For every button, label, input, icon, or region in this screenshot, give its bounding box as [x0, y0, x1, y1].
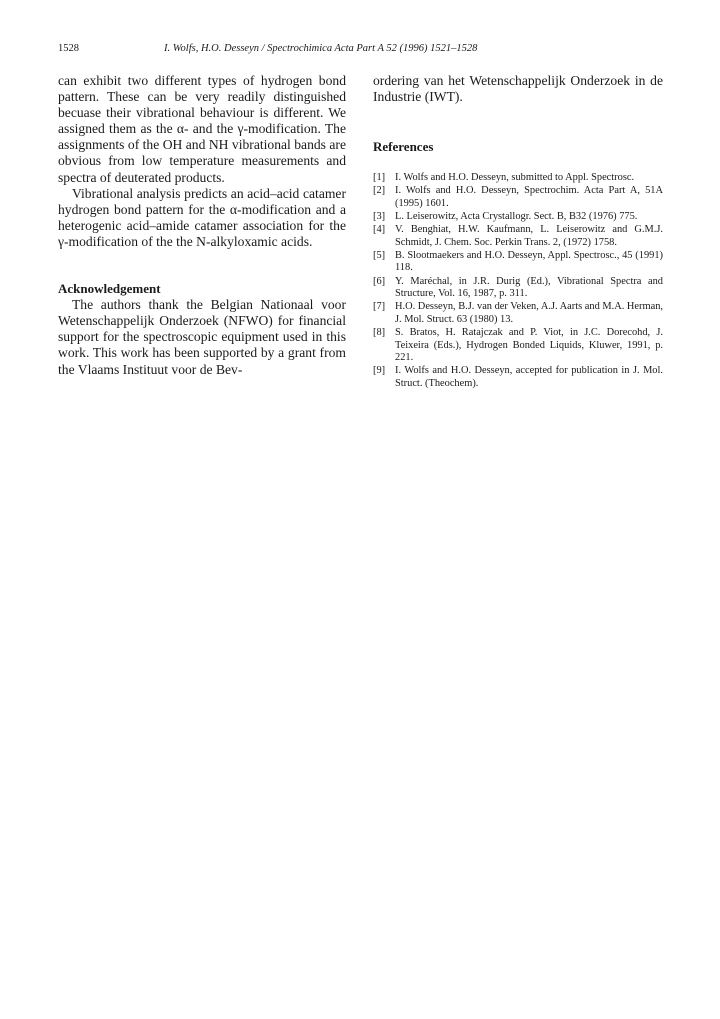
body-paragraph: can exhibit two different types of hydrogen bond pattern. These can be very readily distinguished becuase their vibrational behaviour is different. We assigned them as the α- and the γ-modification. The assignments of the OH and NH vibrational bands are obvious from low temperature measurements and spectra of deuterated products.	[58, 73, 346, 185]
body-paragraph: ordering van het Wetenschappelijk Onderzoek in de Industrie (IWT).	[373, 73, 663, 105]
reference-item	[373, 185, 663, 210]
reference-item	[373, 224, 663, 249]
reference-number: [7]	[373, 301, 386, 313]
reference-item	[373, 365, 663, 390]
reference-number: [3]	[373, 211, 386, 223]
body-paragraph: Vibrational analysis predicts an acid–acid catamer hydrogen bond pattern for the α-modification and a heterogenic acid–amide catamer association for the γ-modification of the the N-alkyloxamic acids.	[58, 185, 346, 249]
running-title: I. Wolfs, H.O. Desseyn / Spectrochimica Acta Part A 52 (1996) 1521–1528	[164, 43, 478, 54]
reference-text: H.O. Desseyn, B.J. van der Veken, A.J. Aarts and M.A. Herman, J. Mol. Struct. 63 (1980) 13.	[395, 301, 663, 325]
section-heading-acknowledgement: Acknowledgement	[58, 281, 161, 297]
reference-number: [5]	[373, 249, 386, 261]
reference-number: [2]	[373, 185, 386, 197]
reference-text: I. Wolfs and H.O. Desseyn, submitted to Appl. Spectrosc.	[395, 172, 635, 184]
reference-number: [9]	[373, 365, 386, 377]
reference-text: I. Wolfs and H.O. Desseyn, Spectrochim. Acta Part A, 51A (1995) 1601.	[395, 185, 663, 209]
reference-item	[373, 211, 663, 224]
reference-text: V. Benghiat, H.W. Kaufmann, L. Leiserowitz and G.M.J. Schmidt, J. Chem. Soc. Perkin Trans. 2, (1972) 1758.	[395, 224, 663, 248]
reference-list	[373, 172, 663, 390]
reference-text: I. Wolfs and H.O. Desseyn, accepted for publication in J. Mol. Struct. (Theochem).	[395, 365, 663, 389]
section-heading-references: References	[373, 139, 434, 155]
right-column	[373, 73, 663, 391]
page-header	[58, 43, 662, 59]
left-column	[58, 73, 346, 378]
reference-text: S. Bratos, H. Ratajczak and P. Viot, in J.C. Dorecohd, J. Teixeira (Eds.), Hydrogen Bonded Liquids, Kluwer, 1991, p. 221.	[395, 326, 663, 364]
reference-item	[373, 301, 663, 326]
reference-text: L. Leiserowitz, Acta Crystallogr. Sect. B, B32 (1976) 775.	[395, 211, 638, 223]
reference-item	[373, 327, 663, 365]
page-number: 1528	[58, 43, 79, 54]
reference-number: [6]	[373, 275, 386, 287]
reference-item	[373, 276, 663, 301]
reference-item	[373, 172, 663, 185]
reference-text: Y. Maréchal, in J.R. Durig (Ed.), Vibrational Spectra and Structure, Vol. 16, 1987, p. 311.	[395, 275, 663, 300]
acknowledgement-text: The authors thank the Belgian Nationaal voor Wetenschappelijk Onderzoek (NFWO) for financial support for the spectroscopic equipment used in this work. This work has been supported by a grant from the Vlaams Instituut voor de Bev-	[58, 297, 346, 377]
reference-item	[373, 250, 663, 275]
reference-text: B. Slootmaekers and H.O. Desseyn, Appl. Spectrosc., 45 (1991) 118.	[395, 249, 663, 274]
reference-number: [1]	[373, 172, 386, 184]
reference-number: [4]	[373, 224, 386, 236]
reference-number: [8]	[373, 326, 386, 338]
